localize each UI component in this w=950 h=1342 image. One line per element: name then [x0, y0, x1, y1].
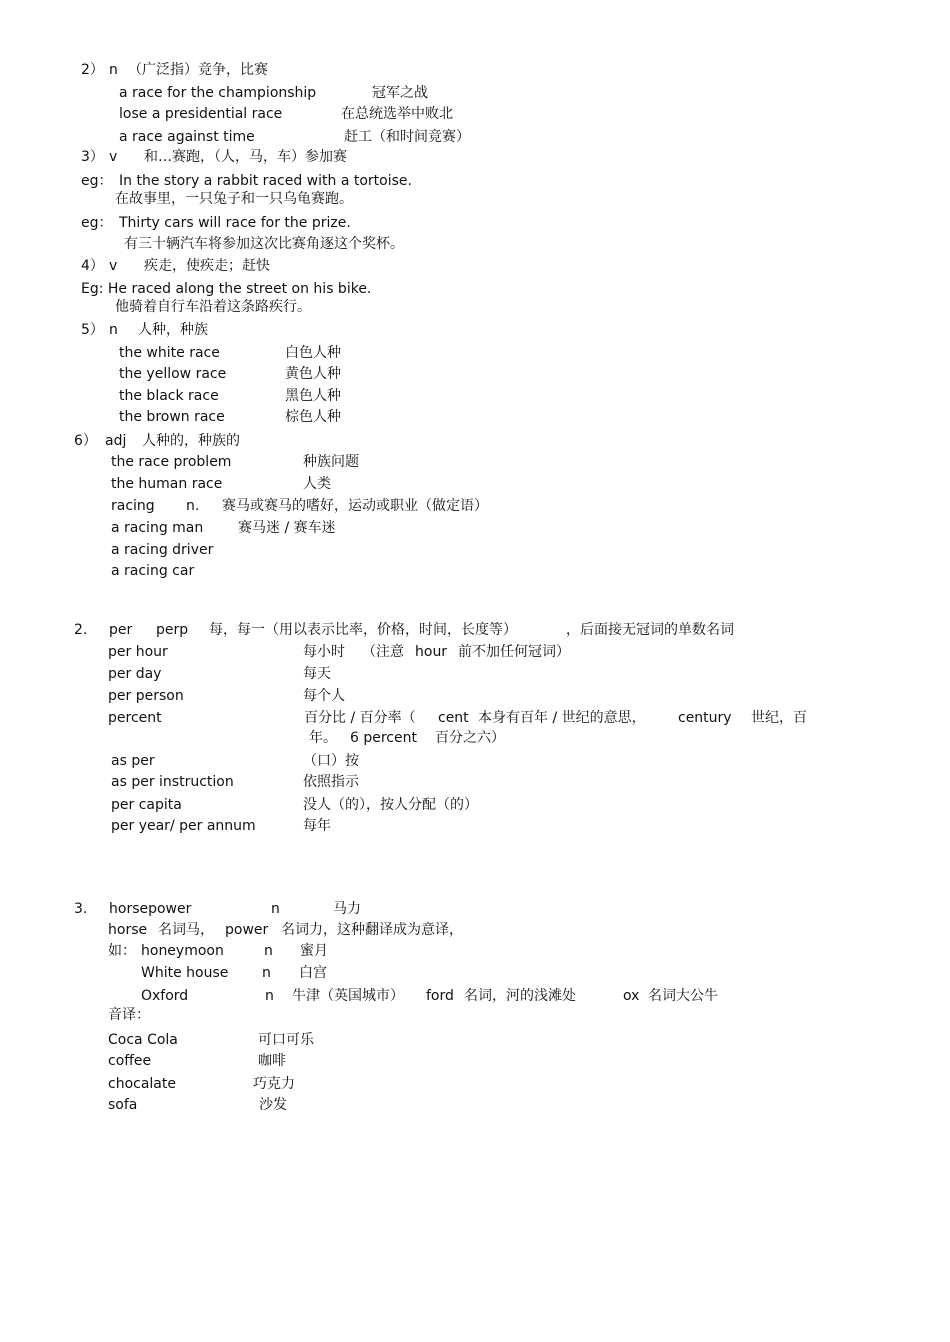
race-item-en: the white race [119, 345, 220, 361]
note: 年。 [309, 730, 337, 746]
word-en: power [225, 922, 269, 938]
per-item-en: per hour [108, 644, 168, 660]
per-item-en: per day [108, 666, 162, 682]
note: 本身有百年 / 世纪的意思， [478, 710, 646, 726]
definition: 马力 [333, 901, 361, 917]
word-zh: 名词力，这种翻译成为意译， [281, 922, 463, 938]
racing-item-en: a racing man [111, 520, 204, 536]
example-en: White house [141, 965, 229, 981]
item-number: 5） [81, 322, 104, 338]
definition: 每，每一（用以表示比率，价格，时间，长度等） [209, 622, 517, 638]
item-number: 2） [81, 62, 104, 78]
example-en: a race against time [119, 129, 255, 145]
definition: （广泛指）竞争，比赛 [128, 62, 268, 78]
adj-item-en: the human race [111, 476, 223, 492]
example-zh: 名词大公牛 [648, 988, 718, 1004]
translit-item-zh: 巧克力 [253, 1076, 295, 1092]
note: （注意 [362, 644, 404, 660]
race-item-zh: 棕色人种 [285, 409, 341, 425]
per-item-zh: 每小时 [303, 644, 345, 660]
translit-item-zh: 沙发 [259, 1097, 287, 1113]
eg-sentence-zh: 他骑着自行车沿着这条路疾行。 [115, 299, 311, 315]
race-item-zh: 黑色人种 [285, 388, 341, 404]
example-zh: 赶工（和时间竞赛） [344, 129, 470, 145]
section-number: 2. [74, 622, 88, 638]
per-item-zh: 百分比 / 百分率（ [304, 710, 416, 726]
race-item-en: the black race [119, 388, 219, 404]
word-en: horse [108, 922, 148, 938]
definition: 和…赛跑，（人，马，车）参加赛 [144, 149, 347, 165]
eg-sentence-en: Thirty cars will race for the prize. [119, 215, 351, 231]
eg-sentence-en: In the story a rabbit raced with a tortoise. [119, 173, 412, 189]
eg-label: eg： [81, 173, 113, 189]
part-of-speech: perp [156, 622, 189, 638]
eg-sentence-zh: 在故事里，一只兔子和一只乌龟赛跑。 [115, 191, 353, 207]
racing-item-en: a racing car [111, 563, 195, 579]
part-of-speech: n [262, 965, 271, 981]
headword: per [109, 622, 133, 638]
example-zh: 名词，河的浅滩处 [464, 988, 576, 1004]
note: 世纪，百 [751, 710, 807, 726]
definition: 赛马或赛马的嗜好，运动或职业（做定语） [222, 498, 488, 514]
part-of-speech: v [109, 258, 118, 274]
part-of-speech: n [109, 322, 118, 338]
per-item-zh: 依照指示 [303, 774, 359, 790]
per-item-zh: （口）按 [303, 753, 359, 769]
eg-sentence-en: Eg: He raced along the street on his bike. [81, 281, 372, 297]
translit-item-zh: 咖啡 [258, 1053, 286, 1069]
adj-item-zh: 人类 [303, 476, 331, 492]
race-item-zh: 黄色人种 [285, 366, 341, 382]
translit-item-zh: 可口可乐 [258, 1032, 314, 1048]
race-item-zh: 白色人种 [285, 345, 341, 361]
per-item-en: percent [108, 710, 162, 726]
note: century [678, 710, 732, 726]
racing-item-en: a racing driver [111, 542, 214, 558]
translit-item-en: coffee [108, 1053, 152, 1069]
item-number: 3） [81, 149, 104, 165]
note: cent [438, 710, 469, 726]
per-item-zh: 没人（的），按人分配（的） [303, 797, 478, 813]
example-zh: 牛津（英国城市） [292, 988, 404, 1004]
definition: 人种的，种族的 [142, 433, 240, 449]
part-of-speech: n [264, 943, 273, 959]
translit-item-en: chocalate [108, 1076, 176, 1092]
item-number: 6） [74, 433, 97, 449]
part-of-speech: adj [105, 433, 127, 449]
per-item-zh: 每年 [303, 818, 331, 834]
part-of-speech: n [109, 62, 118, 78]
example-zh: 蜜月 [300, 943, 328, 959]
racing-word: racing [111, 498, 155, 514]
adj-item-en: the race problem [111, 454, 232, 470]
definition: 疾走，使疾走；赶快 [144, 258, 270, 274]
eg-label: eg： [81, 215, 113, 231]
item-number: 4） [81, 258, 104, 274]
definition: ，后面接无冠词的单数名词 [566, 622, 734, 638]
headword: horsepower [109, 901, 192, 917]
translit-item-en: sofa [108, 1097, 138, 1113]
eg-sentence-zh: 有三十辆汽车将参加这次比赛角逐这个奖杯。 [124, 236, 404, 252]
section-number: 3. [74, 901, 88, 917]
note: 百分之六） [435, 730, 505, 746]
part-of-speech: n. [186, 498, 200, 514]
example-zh: 在总统选举中败北 [341, 106, 453, 122]
definition: 人种，种族 [138, 322, 208, 338]
per-item-zh: 每天 [303, 666, 331, 682]
per-item-en: as per [111, 753, 155, 769]
per-item-zh: 每个人 [303, 688, 345, 704]
part-of-speech: n [265, 988, 274, 1004]
racing-item-zh: 赛马迷 / 赛车迷 [238, 520, 336, 536]
word-zh: 名词马， [158, 922, 214, 938]
per-item-en: per year/ per annum [111, 818, 256, 834]
per-item-en: as per instruction [111, 774, 234, 790]
transliteration-label: 音译： [108, 1007, 150, 1023]
race-item-en: the brown race [119, 409, 225, 425]
part-of-speech: v [109, 149, 118, 165]
example-en: ox [623, 988, 640, 1004]
translit-item-en: Coca Cola [108, 1032, 178, 1048]
example-zh: 冠军之战 [372, 85, 428, 101]
note: 前不加任何冠词） [458, 644, 570, 660]
note: 6 percent [350, 730, 417, 746]
part-of-speech: n [271, 901, 280, 917]
per-item-en: per person [108, 688, 184, 704]
note: hour [415, 644, 448, 660]
race-item-en: the yellow race [119, 366, 227, 382]
example-en: lose a presidential race [119, 106, 283, 122]
per-item-en: per capita [111, 797, 182, 813]
example-en: a race for the championship [119, 85, 317, 101]
example-en: ford [426, 988, 454, 1004]
adj-item-zh: 种族问题 [303, 454, 359, 470]
example-en: Oxford [141, 988, 189, 1004]
example-intro: 如： [108, 943, 136, 959]
example-zh: 白宫 [299, 965, 327, 981]
example-en: honeymoon [141, 943, 224, 959]
